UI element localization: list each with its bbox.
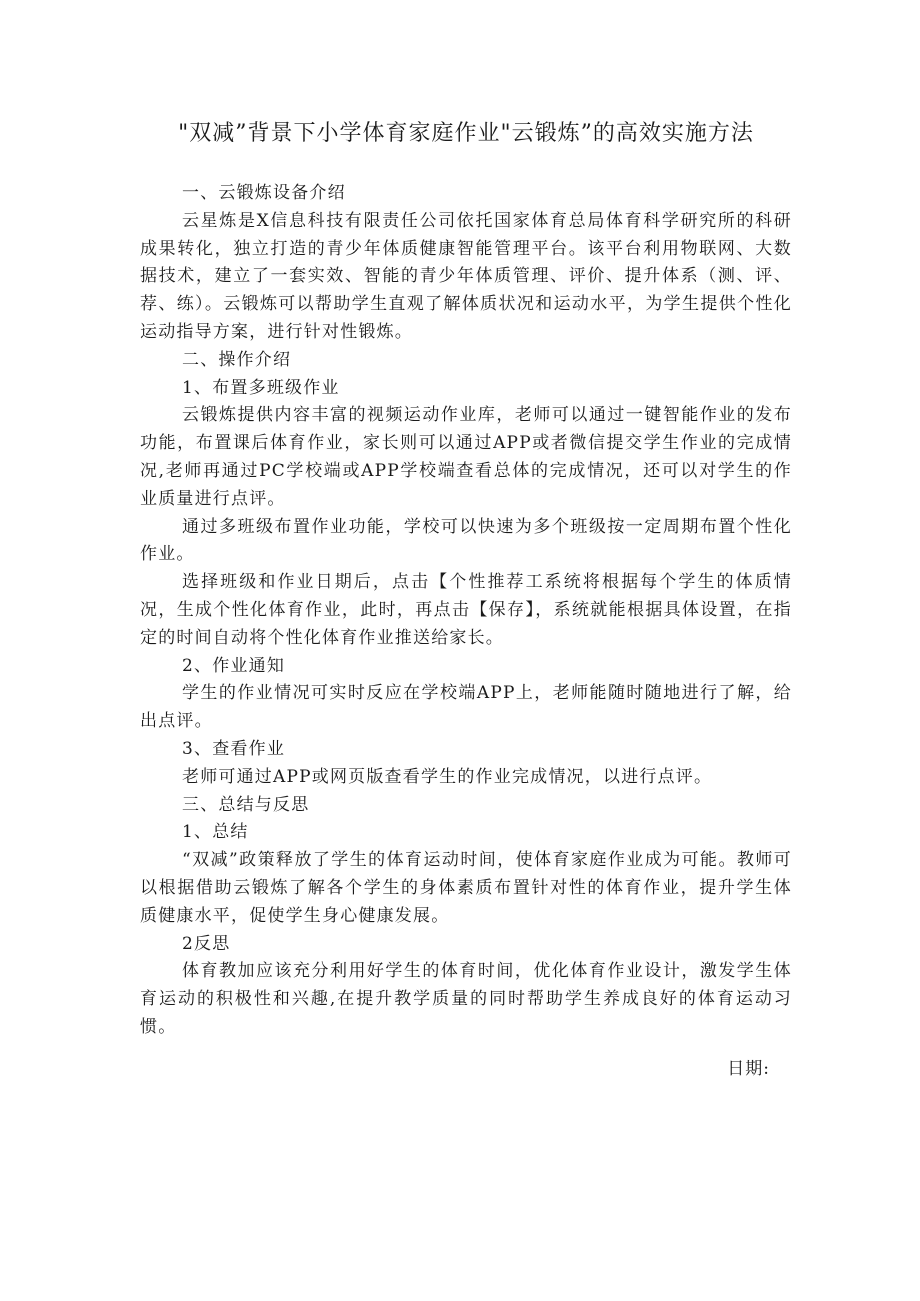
subsection-heading: 2反思 [182, 933, 231, 954]
section-heading-1: 一、云锻炼设备介绍 [182, 183, 346, 203]
paragraph: “双减”政策释放了学生的体育运动时间，使体育家庭作业成为可能。教师可以根据借助云锻炼了解各个学生的身体素质布置针对性的体育作业，提升学生体质健康水平，促使学生身心健康发展。 [140, 850, 792, 926]
subsection-heading: 1、总结 [182, 822, 249, 843]
subsection-heading: 3、查看作业 [182, 738, 286, 759]
paragraph: 老师可通过APP或网页版查看学生的作业完成情况，以进行点评。 [182, 766, 713, 787]
section-heading-3: 三、总结与反思 [182, 794, 310, 815]
document-title: "双减”背景下小学体育家庭作业"云锻炼”的高效实施方法 [178, 121, 754, 146]
date-field: 日期: [727, 1058, 770, 1079]
section-heading-2: 二、操作介绍 [182, 349, 292, 370]
paragraph: 体育教加应该充分利用好学生的体育时间，优化体育作业设计，激发学生体育运动的积极性和兴趣,在提升教学质量的同时帮助学生养成良好的体育运动习惯。 [140, 961, 792, 1037]
paragraph: 云星炼是X信息科技有限责任公司依托国家体育总局体育科学研究所的科研成果转化，独立打造的青少年体质健康智能管理平台。该平台利用物联网、大数据技术，建立了一套实效、智能的青少年体质管理、评价、提升体系（测、评、荐、练）。云锻炼可以帮助学生直观了解体质状况和运动水平，为学生提供个性化运动指导方案，进行针对性锻炼。 [140, 210, 792, 342]
paragraph: 选择班级和作业日期后，点击【个性推荐工系统将根据每个学生的体质情况，生成个性化体育作业，此时，再点击【保存】，系统就能根据具体设置，在指定的时间自动将个性化体育作业推送给家长。 [140, 572, 792, 648]
document-page [140, 118, 792, 1083]
paragraph: 通过多班级布置作业功能，学校可以快速为多个班级按一定周期布置个性化作业。 [140, 516, 792, 565]
subsection-heading: 1、布置多班级作业 [182, 377, 340, 398]
paragraph: 学生的作业情况可实时反应在学校端APP上，老师能随时随地进行了解，给出点评。 [140, 683, 792, 732]
subsection-heading: 2、作业通知 [182, 655, 286, 676]
paragraph: 云锻炼提供内容丰富的视频运动作业库，老师可以通过一键智能作业的发布功能，布置课后体育作业，家长则可以通过APP或者微信提交学生作业的完成情况,老师再通过PC学校端或APP学校端查看总体的完成情况，还可以对学生的作业质量进行点评。 [140, 405, 792, 509]
